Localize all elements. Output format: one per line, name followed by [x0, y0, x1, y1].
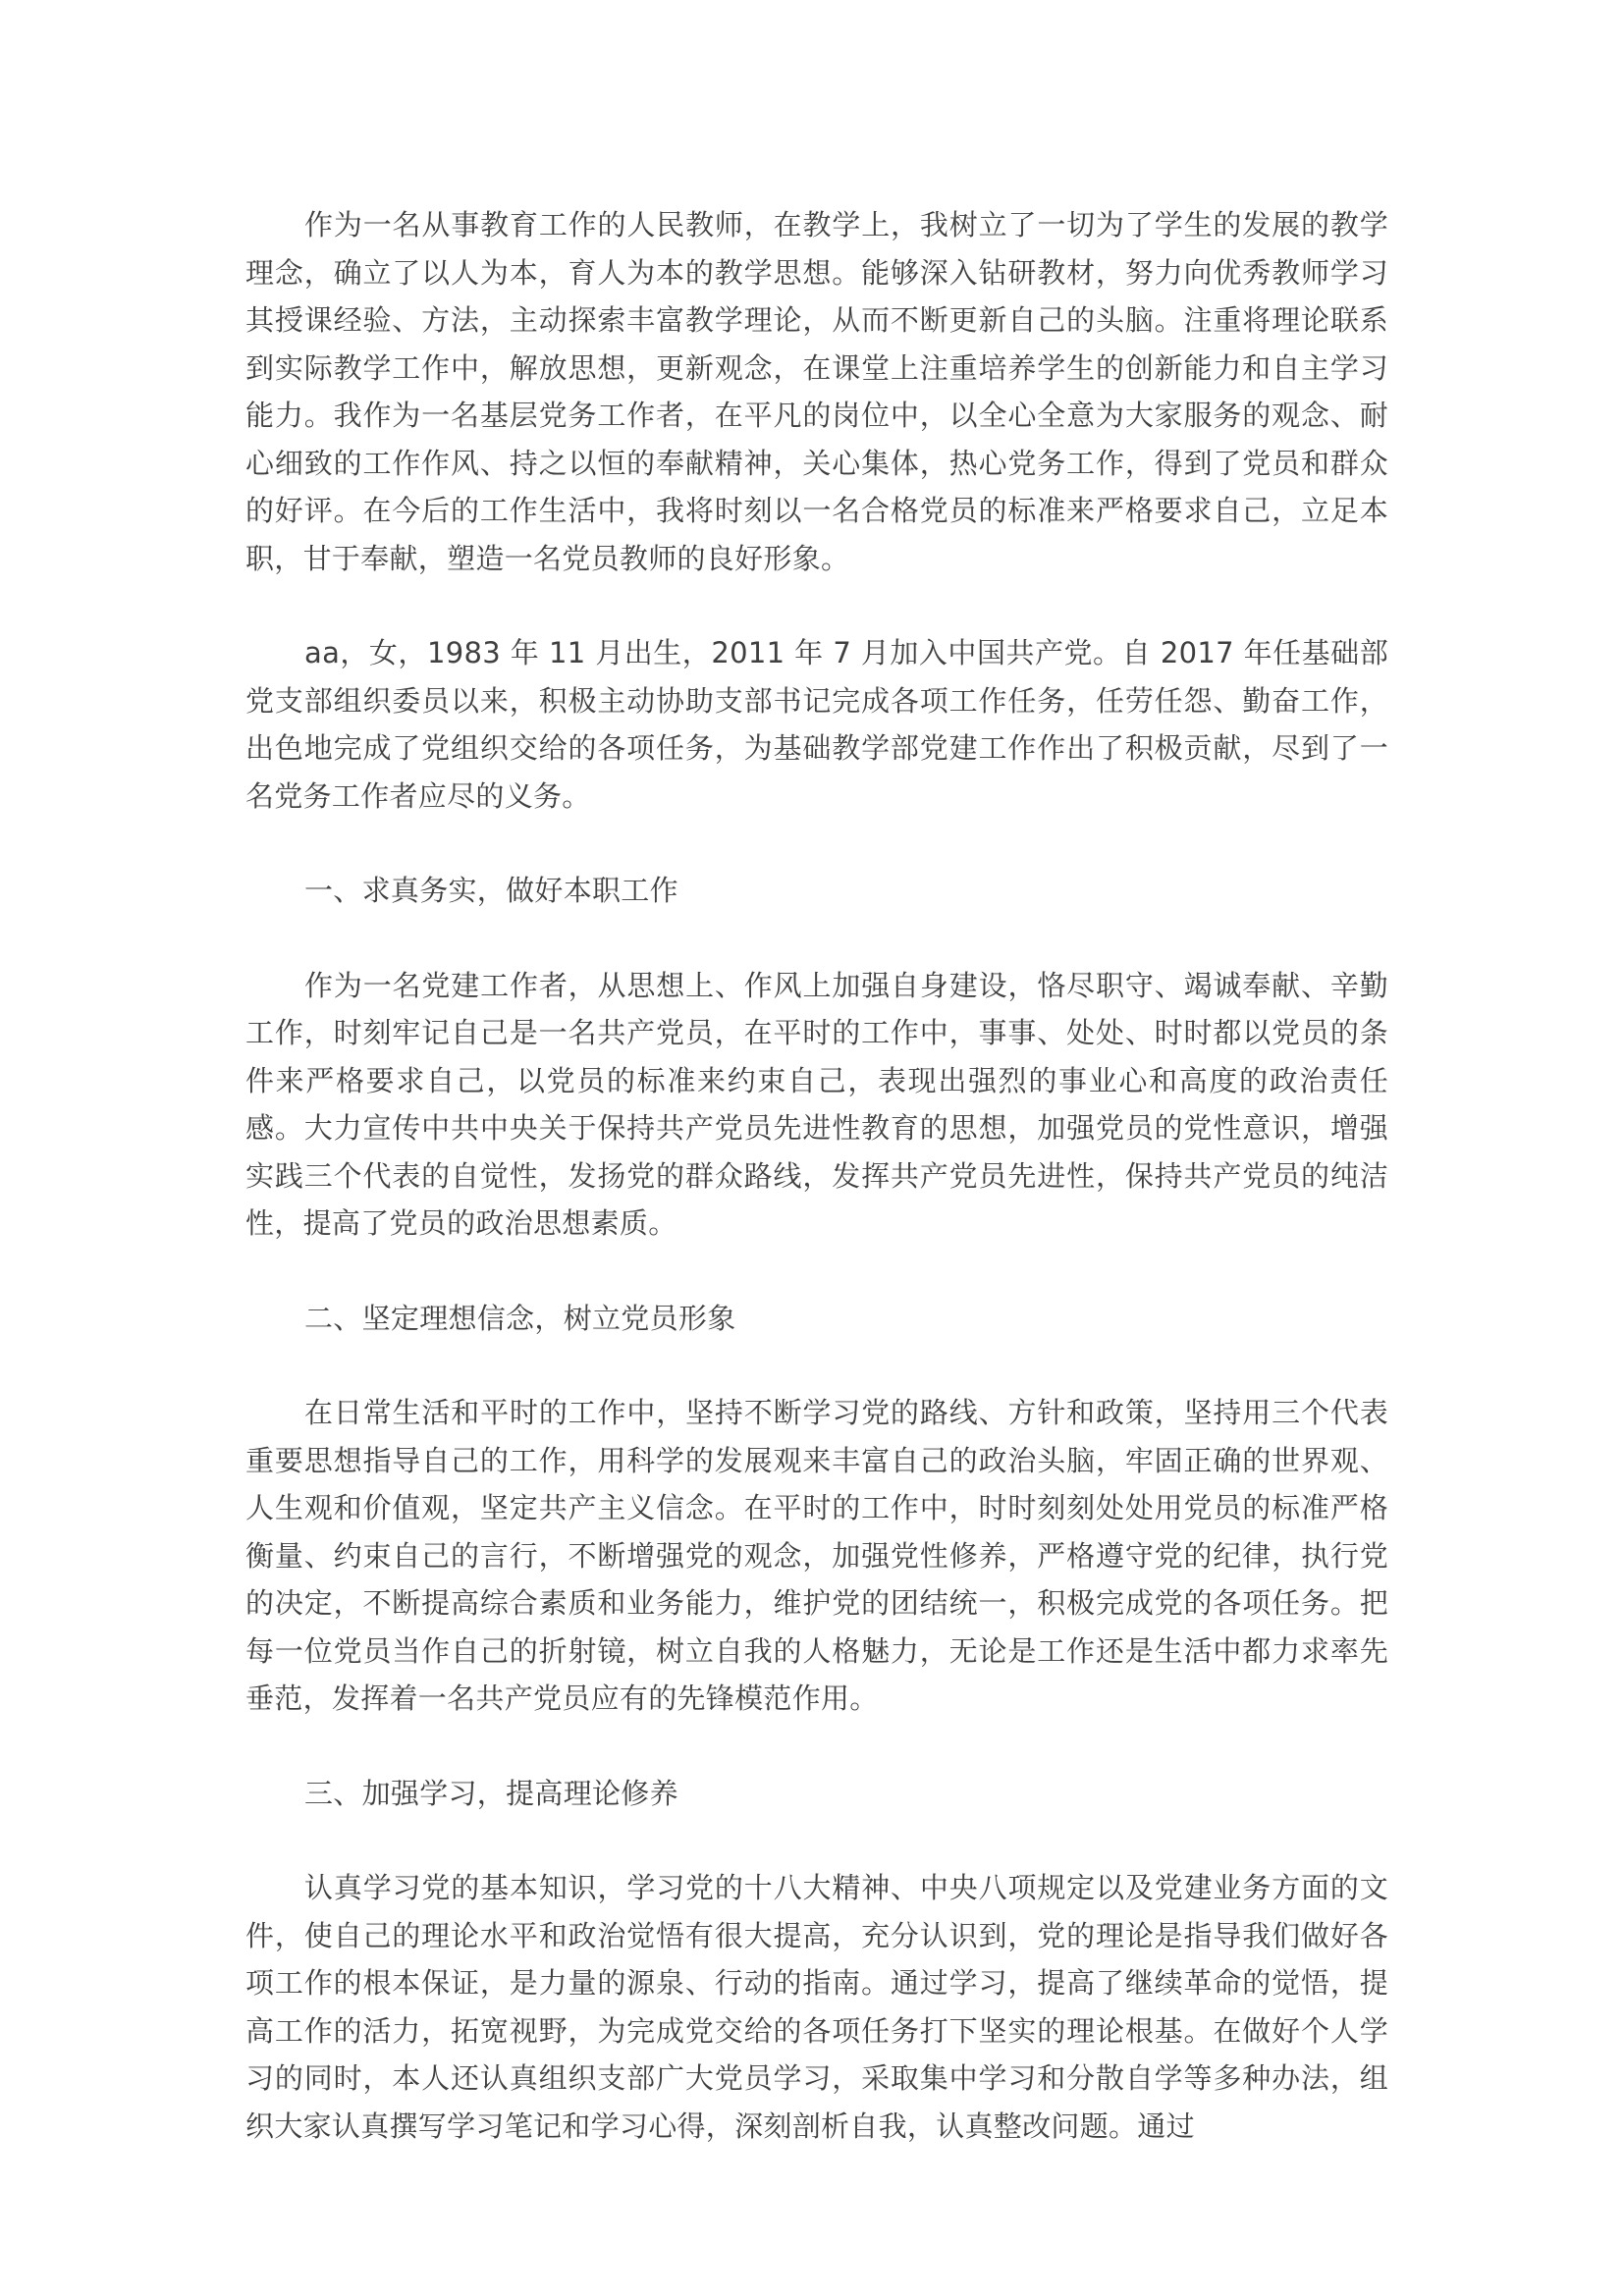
- document-body: [245, 201, 1388, 2197]
- paragraph-intro: 作为一名从事教育工作的人民教师，在教学上，我树立了一切为了学生的发展的教学理念，确立了以人为本，育人为本的教学思想。能够深入钻研教材，努力向优秀教师学习其授课经验、方法，主动探索丰富教学理论，从而不断更新自己的头脑。注重将理论联系到实际教学工作中，解放思想，更新观念，在课堂上注重培养学生的创新能力和自主学习能力。我作为一名基层党务工作者，在平凡的岗位中，以全心全意为大家服务的观念、耐心细致的工作作风、持之以恒的奉献精神，关心集体，热心党务工作，得到了党员和群众的好评。在今后的工作生活中，我将时刻以一名合格党员的标准来严格要求自己，立足本职，甘于奉献，塑造一名党员教师的良好形象。: [245, 208, 1388, 575]
- paragraph-profile: aa，女，1983 年 11 月出生，2011 年 7 月加入中国共产党。自 2017 年任基础部党支部组织委员以来，积极主动协助支部书记完成各项工作任务，任劳任怨、勤奋工作，出色地完成了党组织交给的各项任务，为基础教学部党建工作作出了积极贡献，尽到了一名党务工作者应尽的义务。: [245, 636, 1388, 813]
- paragraph-section-2: 在日常生活和平时的工作中，坚持不断学习党的路线、方针和政策，坚持用三个代表重要思想指导自己的工作，用科学的发展观来丰富自己的政治头脑，牢固正确的世界观、人生观和价值观，坚定共产主义信念。在平时的工作中，时时刻刻处处用党员的标准严格衡量、约束自己的言行，不断增强党的观念，加强党性修养，严格遵守党的纪律，执行党的决定，不断提高综合素质和业务能力，维护党的团结统一，积极完成党的各项任务。把每一位党员当作自己的折射镜，树立自我的人格魅力，无论是工作还是生活中都力求率先垂范，发挥着一名共产党员应有的先锋模范作用。: [245, 1396, 1388, 1715]
- section-heading-3: 三、加强学习，提高理论修养: [304, 1776, 678, 1810]
- section-heading-1: 一、求真务实，做好本职工作: [304, 874, 678, 907]
- paragraph-section-1: 作为一名党建工作者，从思想上、作风上加强自身建设，恪尽职守、竭诚奉献、辛勤工作，时刻牢记自己是一名共产党员，在平时的工作中，事事、处处、时时都以党员的条件来严格要求自己，以党员的标准来约束自己，表现出强烈的事业心和高度的政治责任感。大力宣传中共中央关于保持共产党员先进性教育的思想，加强党员的党性意识，增强实践三个代表的自觉性，发扬党的群众路线，发挥共产党员先进性，保持共产党员的纯洁性，提高了党员的政治思想素质。: [245, 968, 1388, 1240]
- section-heading-2: 二、坚定理想信念，树立党员形象: [304, 1301, 736, 1335]
- paragraph-section-3: 认真学习党的基本知识，学习党的十八大精神、中央八项规定以及党建业务方面的文件，使自己的理论水平和政治觉悟有很大提高，充分认识到，党的理论是指导我们做好各项工作的根本保证，是力量的源泉、行动的指南。通过学习，提高了继续革命的觉悟，提高工作的活力，拓宽视野，为完成党交给的各项任务打下坚实的理论根基。在做好个人学习的同时，本人还认真组织支部广大党员学习，采取集中学习和分散自学等多种办法，组织大家认真撰写学习笔记和学习心得，深刻剖析自我，认真整改问题。通过: [245, 1871, 1388, 2143]
